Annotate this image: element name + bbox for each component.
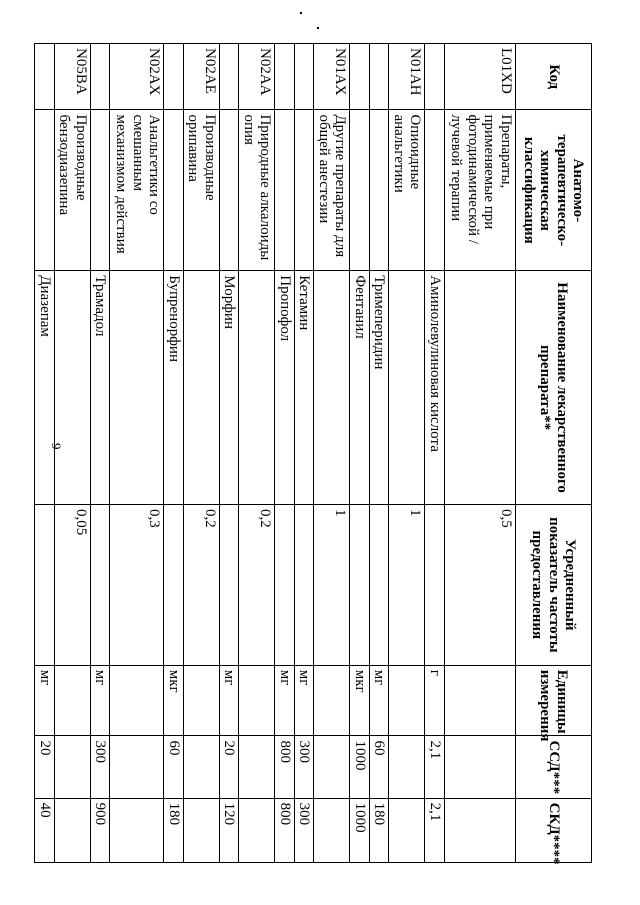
cell-freq	[164, 504, 184, 665]
cell-skd	[110, 798, 164, 862]
cell-skd	[239, 798, 275, 862]
cell-ssd: 20	[35, 736, 55, 798]
cell-code	[295, 44, 315, 110]
cell-atc: Опиоидные анальгетики	[389, 110, 425, 271]
cell-drug: Бупренорфин	[164, 271, 184, 505]
cell-unit: мкг	[164, 665, 184, 736]
cell-atc	[425, 110, 445, 271]
cell-freq	[295, 504, 315, 665]
cell-ssd	[239, 736, 275, 798]
cell-ssd	[445, 736, 516, 798]
table-row	[275, 44, 295, 863]
cell-drug	[389, 271, 425, 505]
cell-skd: 800	[275, 798, 295, 862]
scan-artifact	[317, 27, 319, 29]
cell-freq: 1	[314, 504, 350, 665]
table-row	[350, 44, 370, 863]
table-row	[370, 44, 390, 863]
cell-code: N01AX	[314, 44, 350, 110]
cell-drug: Кетамин	[295, 271, 315, 505]
scan-artifact	[300, 12, 302, 14]
cell-code	[350, 44, 370, 110]
cell-code	[425, 44, 445, 110]
table-row	[164, 44, 184, 863]
cell-unit	[389, 665, 425, 736]
cell-unit: мг	[275, 665, 295, 736]
cell-drug	[184, 271, 220, 505]
page-number: 9	[49, 443, 64, 450]
cell-code	[275, 44, 295, 110]
cell-atc: Препараты, применяемые при фотодинамической / лучевой терапии	[445, 110, 516, 271]
cell-freq: 0,5	[445, 504, 516, 665]
cell-skd	[445, 798, 516, 862]
cell-ssd: 800	[275, 736, 295, 798]
cell-unit: мг	[91, 665, 111, 736]
table-row	[445, 44, 516, 863]
cell-freq	[370, 504, 390, 665]
cell-atc	[91, 110, 111, 271]
cell-unit	[110, 665, 164, 736]
table-row	[389, 44, 425, 863]
cell-drug	[55, 271, 91, 505]
cell-code	[220, 44, 240, 110]
cell-atc	[350, 110, 370, 271]
cell-unit	[184, 665, 220, 736]
cell-ssd	[389, 736, 425, 798]
cell-atc: Производные орипавина	[184, 110, 220, 271]
cell-ssd: 2,1	[425, 736, 445, 798]
cell-unit: мг	[370, 665, 390, 736]
cell-code: N01AH	[389, 44, 425, 110]
cell-drug	[110, 271, 164, 505]
cell-unit	[55, 665, 91, 736]
cell-freq	[35, 504, 55, 665]
cell-atc: Природные алкалоиды опия	[239, 110, 275, 271]
cell-drug: Морфин	[220, 271, 240, 505]
cell-unit: мг	[220, 665, 240, 736]
cell-atc	[164, 110, 184, 271]
cell-code: N02AE	[184, 44, 220, 110]
cell-atc: Другие препараты для общей анестезии	[314, 110, 350, 271]
cell-skd: 180	[164, 798, 184, 862]
cell-drug: Фентанил	[350, 271, 370, 505]
cell-unit: г	[425, 665, 445, 736]
cell-skd: 1000	[350, 798, 370, 862]
cell-ssd: 60	[164, 736, 184, 798]
header-ssd: ССД***	[516, 736, 592, 798]
cell-atc	[370, 110, 390, 271]
cell-code	[164, 44, 184, 110]
cell-code	[370, 44, 390, 110]
cell-ssd	[184, 736, 220, 798]
cell-freq	[220, 504, 240, 665]
cell-drug: Диазепам	[35, 271, 55, 505]
cell-ssd: 20	[220, 736, 240, 798]
cell-freq: 1	[389, 504, 425, 665]
drug-table-container	[37, 43, 592, 865]
cell-skd	[184, 798, 220, 862]
header-atc: Анатомо-терапевтическо-химическая классификация	[516, 110, 592, 271]
cell-drug	[445, 271, 516, 505]
cell-drug: Аминолевулиновая кислота	[425, 271, 445, 505]
cell-code	[91, 44, 111, 110]
table-row	[220, 44, 240, 863]
cell-drug	[314, 271, 350, 505]
cell-unit	[239, 665, 275, 736]
table-row	[35, 44, 55, 863]
cell-freq: 0,3	[110, 504, 164, 665]
cell-skd	[314, 798, 350, 862]
cell-drug: Трамадол	[91, 271, 111, 505]
cell-code: L01XD	[445, 44, 516, 110]
cell-drug: Пропофол	[275, 271, 295, 505]
cell-freq	[275, 504, 295, 665]
cell-ssd: 1000	[350, 736, 370, 798]
cell-skd	[55, 798, 91, 862]
cell-freq: 0,2	[184, 504, 220, 665]
cell-ssd	[314, 736, 350, 798]
table-row	[295, 44, 315, 863]
cell-code: N02AX	[110, 44, 164, 110]
cell-skd: 300	[295, 798, 315, 862]
cell-atc	[295, 110, 315, 271]
cell-unit	[314, 665, 350, 736]
table-row	[110, 44, 164, 863]
cell-ssd: 60	[370, 736, 390, 798]
table-row	[91, 44, 111, 863]
header-skd: СКД****	[516, 798, 592, 862]
drug-table	[35, 43, 593, 863]
cell-atc	[220, 110, 240, 271]
cell-ssd: 300	[91, 736, 111, 798]
cell-skd	[389, 798, 425, 862]
cell-code: N02AA	[239, 44, 275, 110]
cell-unit: мг	[295, 665, 315, 736]
cell-skd: 900	[91, 798, 111, 862]
cell-ssd: 300	[295, 736, 315, 798]
cell-freq: 0,2	[239, 504, 275, 665]
cell-drug: Тримеперидин	[370, 271, 390, 505]
table-row	[425, 44, 445, 863]
cell-ssd	[110, 736, 164, 798]
cell-skd: 180	[370, 798, 390, 862]
cell-freq	[425, 504, 445, 665]
cell-atc: Анальгетики со смешанным механизмом действия	[110, 110, 164, 271]
table-row	[184, 44, 220, 863]
table-row	[55, 44, 91, 863]
cell-unit: мкг	[350, 665, 370, 736]
header-code: Код	[516, 44, 592, 110]
cell-code: N05BA	[55, 44, 91, 110]
cell-atc: Производные бензодиазепина	[55, 110, 91, 271]
cell-drug	[239, 271, 275, 505]
cell-ssd	[55, 736, 91, 798]
cell-code	[35, 44, 55, 110]
table-row	[314, 44, 350, 863]
cell-unit: мг	[35, 665, 55, 736]
cell-atc	[275, 110, 295, 271]
table-header-row	[516, 44, 592, 863]
cell-unit	[445, 665, 516, 736]
cell-freq	[91, 504, 111, 665]
cell-skd: 120	[220, 798, 240, 862]
cell-freq: 0,05	[55, 504, 91, 665]
header-unit: Единицы измерения	[516, 665, 592, 736]
cell-freq	[350, 504, 370, 665]
cell-skd: 2,1	[425, 798, 445, 862]
header-freq: Усредненный показатель частоты предоставления	[516, 504, 592, 665]
cell-skd: 40	[35, 798, 55, 862]
header-drug: Наименование лекарственного препарата**	[516, 271, 592, 505]
cell-atc	[35, 110, 55, 271]
table-row	[239, 44, 275, 863]
